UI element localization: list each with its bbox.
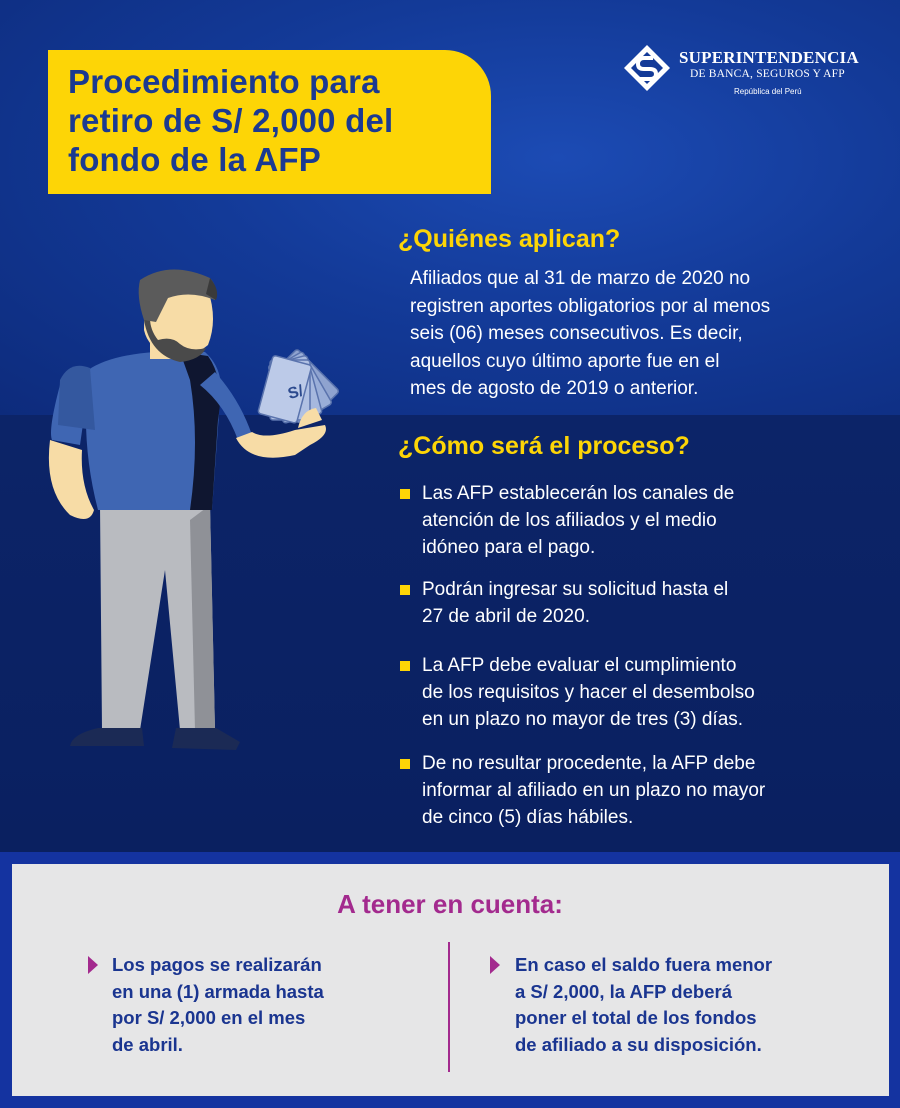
- process-line: de los requisitos y hacer el desembolso: [422, 682, 755, 703]
- process-item: [398, 576, 838, 630]
- bullet-square-icon: [400, 585, 410, 595]
- who-line: mes de agosto de 2019 o anterior.: [410, 378, 699, 399]
- note-line: poner el total de los fondos: [515, 1007, 757, 1028]
- process-item-text: [422, 576, 838, 630]
- triangle-bullet-icon: [88, 956, 98, 974]
- process-item-text: [422, 652, 838, 733]
- banknote-symbol: S/: [286, 382, 306, 403]
- process-line: Las AFP establecerán los canales de: [422, 483, 735, 504]
- note-line: de afiliado a su disposición.: [515, 1033, 762, 1055]
- note-right: [515, 952, 875, 1058]
- note-line: En caso el saldo fuera menor: [515, 954, 773, 975]
- process-line: idóneo para el pago.: [422, 537, 596, 558]
- title-line: Procedimiento para: [68, 63, 380, 100]
- title-line: retiro de S/ 2,000 del: [68, 102, 394, 139]
- note-line: de abril.: [112, 1033, 183, 1055]
- sbs-logo: [622, 41, 862, 101]
- note-line: en una (1) armada hasta: [112, 980, 324, 1002]
- triangle-bullet-icon: [490, 956, 500, 974]
- process-line: 27 de abril de 2020.: [422, 606, 590, 627]
- process-heading: ¿Cómo será el proceso?: [398, 432, 690, 460]
- process-line: La AFP debe evaluar el cumplimiento: [422, 655, 737, 676]
- bullet-square-icon: [400, 661, 410, 671]
- who-line: registren aportes obligatorios por al menos: [410, 295, 771, 317]
- who-line: Afiliados que al 31 de marzo de 2020 no: [410, 268, 751, 289]
- who-line: aquellos cuyo último aporte fue en el: [410, 350, 720, 372]
- note-line: por S/ 2,000 en el mes: [112, 1007, 306, 1028]
- process-line: en un plazo no mayor de tres (3) días.: [422, 709, 744, 730]
- sbs-diamond-logo-icon: [622, 43, 672, 93]
- man-holding-money-illustration: [40, 260, 360, 760]
- process-line: De no resultar procedente, la AFP debe: [422, 753, 756, 774]
- process-line: atención de los afiliados y el medio: [422, 510, 717, 531]
- notes-heading: A tener en cuenta:: [337, 889, 563, 919]
- title-box: [48, 50, 491, 194]
- process-item: [398, 652, 838, 733]
- logo-line-2: DE BANCA, SEGUROS Y AFP: [690, 68, 845, 80]
- who-paragraph: [410, 265, 850, 403]
- note-left: [112, 952, 432, 1058]
- process-line: de cinco (5) días hábiles.: [422, 807, 634, 828]
- note-line: a S/ 2,000, la AFP deberá: [515, 980, 732, 1002]
- logo-line-3: República del Perú: [734, 87, 802, 96]
- bullet-square-icon: [400, 759, 410, 769]
- process-item-text: [422, 480, 838, 561]
- process-item-text: [422, 750, 838, 831]
- process-line: Podrán ingresar su solicitud hasta el: [422, 579, 729, 600]
- who-heading: ¿Quiénes aplican?: [398, 225, 621, 253]
- notes-divider: [448, 942, 450, 1072]
- who-line: seis (06) meses consecutivos. Es decir,: [410, 323, 743, 344]
- title-line: fondo de la AFP: [68, 141, 321, 178]
- bullet-square-icon: [400, 489, 410, 499]
- logo-line-1: SUPERINTENDENCIA: [679, 48, 859, 67]
- process-item: [398, 750, 838, 831]
- process-line: informar al afiliado en un plazo no mayor: [422, 780, 766, 801]
- page-title: [68, 62, 491, 179]
- note-line: Los pagos se realizarán: [112, 954, 322, 975]
- process-item: [398, 480, 838, 561]
